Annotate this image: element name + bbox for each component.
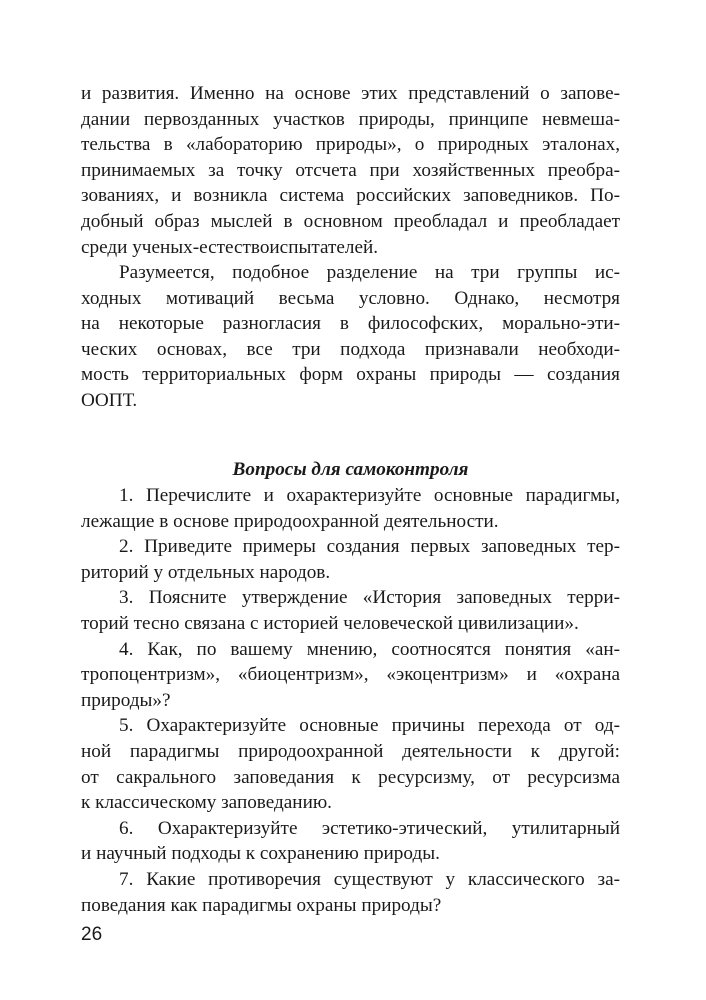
question-line: 1. Перечислите и охарактеризуйте основные парадигмы, — [119, 485, 620, 506]
paragraph-1-line: тельства в «лабораторию природы», о природных эталонах, — [81, 134, 620, 156]
paragraph-1-line: дании первозданных участков природы, принципе невмеша- — [81, 108, 620, 130]
question-6 — [81, 816, 620, 867]
question-line: 3. Поясните утверждение «История заповедных терри- — [119, 587, 620, 609]
question-1 — [81, 483, 620, 534]
question-2 — [81, 534, 620, 585]
paragraph-2-line: Разумеется, подобное разделение на три группы ис- — [119, 262, 620, 283]
question-line: и научный подходы к сохранению природы. — [81, 843, 440, 865]
page-number: 26 — [81, 924, 103, 945]
question-line: риторий у отдельных народов. — [81, 561, 331, 583]
paragraph-2-line: мость территориальных форм охраны природы — создания — [81, 364, 620, 386]
question-line: 6. Охарактеризуйте эстетико-этический, утилитарный — [119, 817, 620, 839]
paragraph-1-line: среди ученых-естествоиспытателей. — [81, 236, 379, 258]
question-4 — [81, 637, 620, 714]
paragraph-1-line: и развития. Именно на основе этих представлений о запове- — [81, 83, 620, 104]
question-line: лежащие в основе природоохранной деятельности. — [81, 510, 499, 532]
question-line: поведания как парадигмы охраны природы? — [81, 894, 442, 916]
section-heading: Вопросы для самоконтроля — [232, 459, 469, 480]
question-line: тропоцентризм», «биоцентризм», «экоцентризм» и «охрана — [81, 664, 620, 686]
question-line: природы»? — [81, 689, 171, 711]
questions-list — [81, 483, 620, 918]
question-line: 5. Охарактеризуйте основные причины перехода от од- — [119, 715, 620, 737]
paragraph-2-line: ходных мотиваций весьма условно. Однако, несмотря — [81, 287, 620, 309]
question-line: 4. Как, по вашему мнению, соотносятся понятия «ан- — [119, 638, 620, 660]
paragraph-1 — [81, 81, 620, 260]
question-7 — [81, 867, 620, 918]
paragraph-2-line: ООПТ. — [81, 389, 138, 411]
question-line: торий тесно связана с историей человеческой цивилизации». — [81, 612, 579, 634]
question-3 — [81, 585, 620, 636]
paragraph-2-line: ческих основах, все три подхода признавали необходи- — [81, 338, 620, 360]
paragraph-1-line: принимаемых за точку отсчета при хозяйственных преобра- — [81, 159, 620, 181]
question-5 — [81, 713, 620, 815]
question-line: 7. Какие противоречия существуют у классического за- — [119, 868, 620, 890]
paragraph-2-line: на некоторые разногласия в философских, морально-эти- — [81, 313, 620, 335]
question-line: 2. Приведите примеры создания первых заповедных тер- — [119, 536, 620, 558]
paragraph-1-line: зованиях, и возникла система российских заповедников. По- — [81, 185, 620, 207]
paragraph-1-line: добный образ мыслей в основном преобладал и преобладает — [81, 210, 620, 232]
paragraph-2 — [81, 260, 620, 414]
question-line: к классическому заповеданию. — [81, 792, 332, 814]
question-line: ной парадигмы природоохранной деятельности к другой: — [81, 740, 620, 762]
question-line: от сакрального заповедания к ресурсизму, от ресурсизма — [81, 766, 620, 788]
